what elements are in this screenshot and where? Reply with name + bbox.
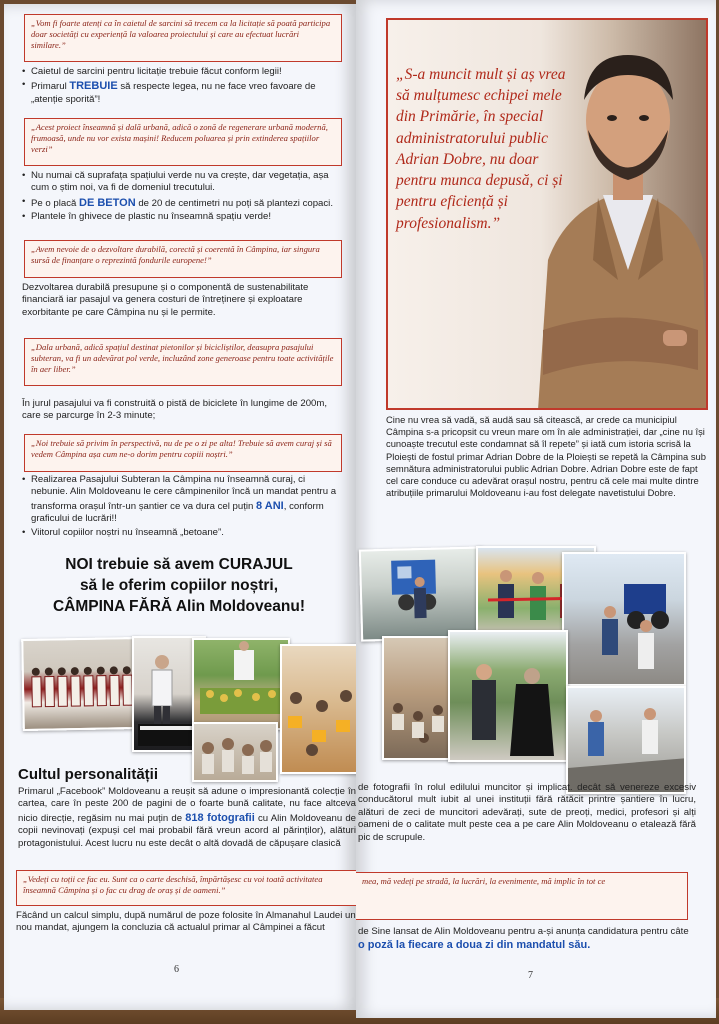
roadworks-illustration: [568, 688, 686, 794]
bullet-item: [22, 66, 342, 78]
bullet-text: de 20 de centimetri nu poți să plantezi copaci.: [135, 197, 333, 209]
highlight-trebuie: TREBUIE: [69, 80, 118, 93]
highlight-8-ani: 8 ANI: [256, 499, 284, 512]
cta-line: să le oferim copiilor noștri,: [79, 577, 279, 595]
highlight-de-beton: DE BETON: [79, 196, 136, 209]
bullet-item: [22, 211, 342, 223]
bullet-item: [22, 170, 342, 195]
highlight-818-fotografii: 818 fotografii: [185, 811, 255, 824]
bullet-item: [22, 474, 342, 526]
photo-street-works: [359, 546, 485, 641]
portrait-quote: [396, 64, 566, 234]
photo-folk-ensemble: [21, 637, 141, 731]
photo-classroom-kids: [192, 722, 278, 782]
quote-text: „Vom fi foarte atenți ca în caietul de sarcini să trecem ca la licitație să poată participa doar societăți cu experiență la valoarea proiectului și care au efectuat lucrări similare.”: [31, 18, 331, 50]
cta-line: NOI trebuie să avem CURAJUL: [65, 556, 293, 573]
bullet-list-spatiu-verde: [22, 170, 342, 225]
bullet-text: să respecte legea, nu ne face vreo favoare de „atenție sporită”!: [31, 81, 316, 105]
quote-text: „Acest proiect înseamnă și dală urbană, adică o zonă de regenerare urbană modernă, frumoasă, unde nu vor exista mașini! Reducem poluarea și prin extinderea spațiilor verzi”: [31, 122, 328, 154]
highlight-o-poza: o poză la fiecare a doua zi din mandatul său.: [358, 939, 591, 952]
paragraph-calcul-continuare: [358, 926, 692, 953]
paragraph-pista-biciclete: În jurul pasajului va fi construită o pistă de biciclete în lungime de 200m, care se parcurge în 2-3 minute;: [22, 398, 328, 422]
quote-text: „Dala urbană, adică spațiul destinat pietonilor și bicicliștilor, deasupra pasajului subteran, va fi un adevărat pol verde, incluzând zone generoase pentru toate activitățile în aer liber.”: [31, 342, 334, 374]
photo-roadworks: [566, 686, 686, 794]
call-to-action: [12, 554, 346, 617]
quote-box-carte-deschisa: [16, 870, 356, 906]
photo-priests: [448, 630, 568, 762]
quote-box-licitatie: [24, 14, 342, 62]
bullet-item: [22, 79, 342, 106]
market-illustration: [194, 640, 290, 730]
folk-dancers-illustration: [23, 639, 141, 731]
page-number-right: 7: [528, 970, 533, 981]
photo-tractor-site: [562, 552, 686, 686]
paragraph-text: cu Alin Moldoveanu de copii nevinovați (expuși cel mai probabil fără vreun acord al părinților), alături protagonistului. Acest lucru nu este decât o altă dovadă de căpușare clasică: [18, 812, 356, 849]
portrait-quote-name: Adrian Dobre,: [396, 150, 486, 168]
bullet-text: Pe o placă: [31, 197, 80, 209]
portrait-quote-box: [386, 18, 708, 410]
photo-school-event: [280, 644, 356, 774]
bullet-text: Viitorul copiilor noștri nu înseamnă „betoane”.: [31, 526, 224, 538]
bullet-item: [22, 527, 342, 539]
paragraph-calcul: Făcând un calcul simplu, după numărul de poze folosite în Almanahul Laudei un nou mandat, ajungem la concluzia că actualul primar al Câmpinei a făcut: [16, 910, 356, 934]
paragraph-text: de Sine lansat de Alin Moldoveanu pentru a-și anunța candidatura pentru câte: [358, 926, 689, 937]
children-illustration: [194, 724, 278, 782]
paragraph-cult-continuare: de fotografii în rolul edilului muncitor și implicat. decât să venereze excesiv conducătorul mult iubit al unei instituții fără rătăcit printre șantiere în lucru, alături de zeci de muncitori adevărați, sute de preoți, medici, profesori și alți oameni de o calitate mult peste cea a pe care Alin Moldoveanu o etalează fără pic de scrupule.: [358, 782, 696, 843]
quote-text: „Vedeți cu toții ce fac eu. Sunt ca o carte deschisă, împărtășesc cu voi toată activitatea înseamnă Câmpina și o fac cu drag de oraș și de oameni.”: [23, 874, 323, 895]
paragraph-adrian-dobre: Cine nu vrea să vadă, să audă sau să citească, ar crede ca municipiul Câmpina s-a pricopsit cu vreun mare om în ale administrației, dar „cine nu își cunoaște trecutul este condamnat să îl repete” și iată cum istoria scrisă la Ploiești de fostul primar Adrian Dobre de la Ploiești se repetă la Câmpina sub semnătura administratorului public Adrian Dobre. Adrian Dobre este de fapt cel care conduce cu adevărat orașul nostru, pentru că cele mai multe dintre atribuțiile primarului Moldoveanu i-au fost delegate navetistului Dobre.: [386, 414, 706, 499]
portrait-quote-text: „S-a muncit mult și aș vrea să mulțumesc echipei mele din Primărie, în special administratorului public: [396, 66, 566, 147]
quote-text: mea, mă vedeți pe stradă, la lucrări, la evenimente, mă implic în tot ce: [362, 876, 606, 886]
page-number-left: 6: [174, 964, 179, 975]
cta-line: CÂMPINA FĂRĂ Alin Moldoveanu!: [52, 598, 305, 616]
clergy-illustration: [450, 632, 568, 762]
brochure-page-right: [356, 0, 716, 1018]
bullet-text: , conform graficului de lucrări!!: [31, 500, 324, 525]
classroom-illustration: [384, 638, 456, 760]
construction-illustration: [361, 548, 485, 641]
brochure-page-left: [4, 4, 356, 1010]
photo-market-stand: [192, 638, 290, 730]
tractor-illustration: [564, 554, 686, 686]
bullet-list-pasaj: [22, 474, 342, 540]
quote-box-pol-verde: [24, 338, 342, 386]
photo-classroom: [382, 636, 456, 760]
bullet-list-caiet: [22, 66, 342, 107]
bullet-item: [22, 196, 342, 210]
paragraph-cultul-personalitatii: [18, 786, 356, 850]
event-illustration: [282, 646, 356, 774]
bullet-text: Realizarea Pasajului Subteran la Câmpina nu înseamnă curaj, ci nebunie. Alin Moldoveanu le cere câmpinenilor încă un mandat pentru a transforma orașul într-un șantier ce va dura cel puțin: [31, 474, 337, 512]
portrait-quote-text: nu doar pentru munca depusă, ci și pentru eficiență și profesionalism.”: [396, 150, 563, 232]
quote-text: „Avem nevoie de o dezvoltare durabilă, corectă și coerentă în Câmpina, iar singura sursă de finanțare o reprezintă fondurile europene!”: [31, 244, 320, 265]
quote-box-dezvoltare: [24, 240, 342, 278]
paragraph-sustenabilitate: Dezvoltarea durabilă presupune și o componentă de sustenabilitate financiară iar pasajul va genera costuri de întreținere și exploatare exorbitante pe care Câmpina nu și le permite.: [22, 282, 309, 318]
paragraph-text: Primarul „Facebook” Moldoveanu a reușit să adune o impresionantă colecție în cartea, care în peste 200 de pagini de o foarte bună calitate, nu face altceva nicio direcție, regăsim nu mai puțin de: [18, 786, 356, 824]
bullet-text: Primarul: [31, 81, 70, 93]
bullet-text: Caietul de sarcini pentru licitație trebuie făcut conform legii!: [31, 66, 282, 77]
quote-box-continuare: [356, 872, 688, 920]
bullet-text: Nu numai că suprafața spațiului verde nu va crește, dar vegetația, așa cum o știm noi, va fi de domeniul trecutului.: [31, 170, 329, 194]
quote-text: „Noi trebuie să privim în perspectivă, nu de pe o zi pe alta! Trebuie să avem curaj și să vedem Câmpina așa cum ne-o dorim pentru copiii noștri.”: [31, 438, 332, 459]
section-title-cult: Cultul personalității: [18, 766, 159, 783]
quote-box-dala-urbana: [24, 118, 342, 166]
quote-box-perspectiva: [24, 434, 342, 472]
bullet-text: Plantele în ghivece de plastic nu înseamnă spațiu verde!: [31, 211, 271, 223]
